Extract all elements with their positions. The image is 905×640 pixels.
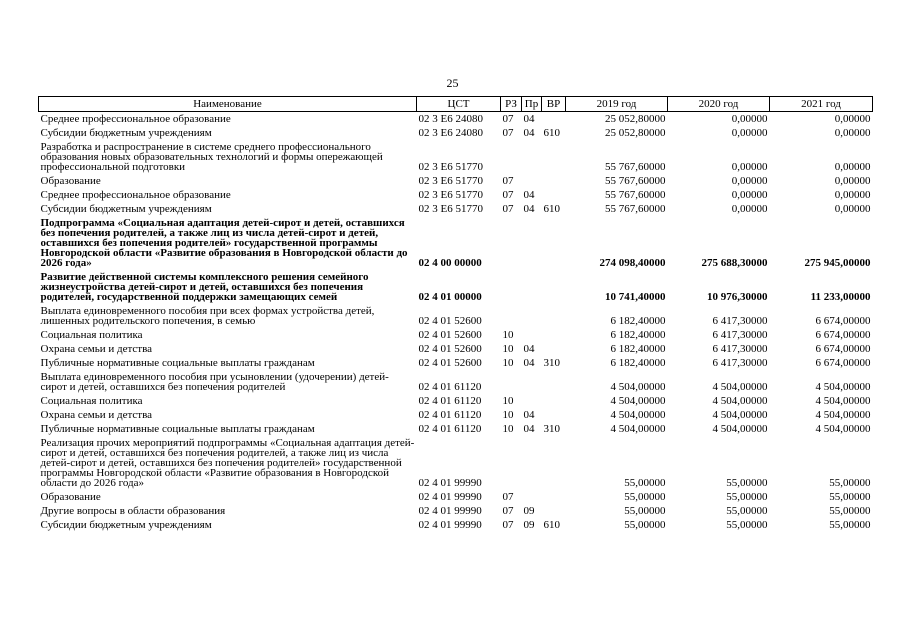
table-row	[39, 126, 873, 140]
cell-2020: 0,00000	[731, 161, 768, 173]
cell-vr	[542, 408, 566, 422]
table-row	[39, 356, 873, 370]
table-row	[39, 422, 873, 436]
cell-name: Субсидии бюджетным учреждениям	[40, 127, 212, 139]
cell-2020: 275 688,30000	[701, 257, 768, 269]
cell-pr	[522, 436, 542, 490]
cell-pr	[522, 394, 542, 408]
table-row	[39, 504, 873, 518]
cell-name: Другие вопросы в области образования	[40, 505, 226, 517]
cell-2019: 4 504,00000	[610, 395, 666, 407]
cell-2019: 4 504,00000	[610, 423, 666, 435]
cell-cst: 02 3 Е6 51770	[418, 189, 483, 201]
page-number: 25	[446, 76, 459, 90]
table-row	[39, 112, 873, 127]
cell-2020: 0,00000	[731, 113, 768, 125]
cell-2019: 274 098,40000	[599, 257, 666, 269]
cell-2021: 6 674,00000	[815, 329, 871, 341]
cell-cst: 02 4 01 00000	[418, 291, 482, 303]
cell-2020: 4 504,00000	[712, 409, 768, 421]
cell-pr: 04	[523, 423, 535, 435]
cell-name: Социальная политика	[40, 395, 143, 407]
table-row	[39, 328, 873, 342]
cell-2019: 4 504,00000	[610, 381, 666, 393]
cell-pr: 04	[523, 113, 535, 125]
header-rz: РЗ	[501, 97, 522, 112]
cell-cst: 02 3 Е6 24080	[418, 127, 483, 139]
table-row	[39, 394, 873, 408]
cell-cst: 02 3 Е6 24080	[418, 113, 483, 125]
cell-2020: 55,00000	[726, 491, 768, 503]
header-2019: 2019 год	[566, 97, 668, 112]
cell-cst: 02 4 01 99990	[418, 519, 482, 531]
cell-vr	[542, 270, 566, 304]
cell-pr	[522, 216, 542, 270]
table-row	[39, 270, 873, 304]
cell-2021: 11 233,00000	[810, 291, 871, 303]
table-row	[39, 202, 873, 216]
cell-rz: 10	[502, 343, 514, 355]
cell-2020: 4 504,00000	[712, 395, 768, 407]
table-row	[39, 140, 873, 174]
cell-2019: 10 741,40000	[605, 291, 666, 303]
cell-name: Образование	[40, 491, 101, 503]
cell-name: Среднее профессиональное образование	[40, 113, 231, 125]
cell-rz	[501, 370, 522, 394]
cell-vr	[542, 436, 566, 490]
cell-name: Среднее профессиональное образование	[40, 189, 231, 201]
cell-2021: 4 504,00000	[815, 423, 871, 435]
cell-pr	[522, 490, 542, 504]
table-row	[39, 490, 873, 504]
cell-cst: 02 4 01 52600	[418, 329, 482, 341]
cell-cst: 02 4 01 99990	[418, 505, 482, 517]
cell-pr	[522, 328, 542, 342]
cell-vr	[542, 394, 566, 408]
cell-name: Публичные нормативные социальные выплаты гражданам	[40, 423, 315, 435]
cell-2020: 0,00000	[731, 127, 768, 139]
cell-cst: 02 4 01 61120	[418, 381, 482, 393]
cell-cst: 02 3 Е6 51770	[418, 161, 483, 173]
cell-name: Субсидии бюджетным учреждениям	[40, 203, 212, 215]
cell-name: Социальная политика	[40, 329, 143, 341]
table-row	[39, 216, 873, 270]
header-cst: ЦСТ	[417, 97, 501, 112]
cell-rz	[501, 304, 522, 328]
cell-vr	[542, 112, 566, 127]
cell-vr	[542, 370, 566, 394]
header-pr: Пр	[522, 97, 542, 112]
cell-2021: 55,00000	[829, 505, 871, 517]
cell-vr: 610	[543, 127, 560, 139]
cell-cst: 02 4 00 00000	[418, 257, 482, 269]
cell-2021: 6 674,00000	[815, 357, 871, 369]
cell-name: Публичные нормативные социальные выплаты гражданам	[40, 357, 315, 369]
cell-name: Разработка и распространение в системе среднего профессионального образования новых образовательных технологий и формы опережающей профессиональной подготовки	[40, 141, 383, 173]
cell-rz: 07	[502, 175, 514, 187]
cell-2021: 0,00000	[834, 127, 871, 139]
cell-2021: 4 504,00000	[815, 409, 871, 421]
cell-pr	[522, 270, 542, 304]
cell-rz: 07	[502, 113, 514, 125]
cell-cst: 02 4 01 99990	[418, 477, 482, 489]
cell-2021: 275 945,00000	[804, 257, 871, 269]
cell-cst: 02 4 01 52600	[418, 343, 482, 355]
cell-2020: 0,00000	[731, 175, 768, 187]
cell-vr	[542, 304, 566, 328]
table-row	[39, 342, 873, 356]
cell-name: Выплата единовременного пособия при усыновлении (удочерении) детей-сирот и детей, оставшихся без попечения родителей	[40, 371, 389, 393]
cell-pr	[522, 370, 542, 394]
cell-2019: 55,00000	[624, 505, 666, 517]
cell-2020: 55,00000	[726, 477, 768, 489]
table-row	[39, 436, 873, 490]
cell-name: Субсидии бюджетным учреждениям	[40, 519, 212, 531]
cell-2020: 55,00000	[726, 519, 768, 531]
table-row	[39, 304, 873, 328]
cell-rz	[501, 436, 522, 490]
header-2020: 2020 год	[668, 97, 770, 112]
cell-2021: 55,00000	[829, 491, 871, 503]
cell-2021: 0,00000	[834, 189, 871, 201]
cell-rz: 10	[502, 329, 514, 341]
table-header-row	[39, 97, 873, 112]
cell-pr: 09	[523, 519, 535, 531]
cell-2019: 25 052,80000	[605, 113, 666, 125]
cell-2020: 0,00000	[731, 203, 768, 215]
cell-pr: 09	[523, 505, 535, 517]
cell-cst: 02 4 01 52600	[418, 357, 482, 369]
cell-rz	[501, 216, 522, 270]
cell-2019: 55,00000	[624, 519, 666, 531]
cell-rz	[501, 140, 522, 174]
table-row	[39, 174, 873, 188]
cell-name: Выплата единовременного пособия при всех формах устройства детей, лишенных родительского попечения, в семью	[40, 305, 375, 327]
cell-2019: 4 504,00000	[610, 409, 666, 421]
cell-vr: 610	[543, 519, 560, 531]
cell-2019: 55 767,60000	[605, 203, 666, 215]
cell-cst: 02 3 Е6 51770	[418, 203, 483, 215]
cell-vr	[542, 174, 566, 188]
cell-vr	[542, 504, 566, 518]
cell-vr	[542, 328, 566, 342]
cell-cst: 02 3 Е6 51770	[418, 175, 483, 187]
cell-pr: 04	[523, 343, 535, 355]
cell-2021: 0,00000	[834, 161, 871, 173]
cell-2019: 55 767,60000	[605, 161, 666, 173]
cell-2019: 25 052,80000	[605, 127, 666, 139]
table-body	[39, 112, 873, 533]
cell-vr	[542, 140, 566, 174]
cell-2021: 4 504,00000	[815, 395, 871, 407]
cell-pr	[522, 304, 542, 328]
cell-2021: 4 504,00000	[815, 381, 871, 393]
cell-2021: 0,00000	[834, 203, 871, 215]
cell-vr	[542, 188, 566, 202]
cell-2021: 0,00000	[834, 113, 871, 125]
cell-2019: 6 182,40000	[610, 343, 666, 355]
cell-2019: 55,00000	[624, 491, 666, 503]
cell-cst: 02 4 01 61120	[418, 395, 482, 407]
cell-name: Развитие действенной системы комплексного решения семейного жизнеустройства детей-сирот и детей, оставшихся без попечения родителей, государственной поддержки замещающих семей	[40, 271, 369, 303]
cell-name: Охрана семьи и детства	[40, 409, 153, 421]
cell-2020: 10 976,30000	[707, 291, 768, 303]
cell-pr: 04	[523, 203, 535, 215]
cell-rz: 10	[502, 395, 514, 407]
cell-vr: 310	[543, 357, 560, 369]
cell-pr	[522, 140, 542, 174]
cell-2021: 55,00000	[829, 519, 871, 531]
cell-pr: 04	[523, 189, 535, 201]
cell-2019: 55,00000	[624, 477, 666, 489]
cell-cst: 02 4 01 99990	[418, 491, 482, 503]
budget-table	[38, 96, 873, 532]
cell-2020: 6 417,30000	[712, 343, 768, 355]
cell-rz: 10	[502, 423, 514, 435]
cell-2020: 6 417,30000	[712, 357, 768, 369]
cell-2020: 6 417,30000	[712, 315, 768, 327]
cell-cst: 02 4 01 61120	[418, 423, 482, 435]
cell-2020: 0,00000	[731, 189, 768, 201]
cell-rz: 07	[502, 127, 514, 139]
cell-pr: 04	[523, 127, 535, 139]
cell-2021: 6 674,00000	[815, 315, 871, 327]
cell-2019: 55 767,60000	[605, 175, 666, 187]
cell-rz: 07	[502, 203, 514, 215]
cell-rz	[501, 270, 522, 304]
cell-cst: 02 4 01 61120	[418, 409, 482, 421]
cell-name: Подпрограмма «Социальная адаптация детей-сирот и детей, оставшихся без попечения родителей, а также лиц из числа детей-сирот и детей, оставшихся без попечения родителей» государственной программы Новгородской области «Развитие образования в Новгородской области до 2026 года»	[40, 217, 408, 269]
cell-2020: 4 504,00000	[712, 423, 768, 435]
table-row	[39, 188, 873, 202]
cell-name: Образование	[40, 175, 101, 187]
cell-2021: 55,00000	[829, 477, 871, 489]
cell-2019: 6 182,40000	[610, 329, 666, 341]
cell-2020: 4 504,00000	[712, 381, 768, 393]
cell-2019: 6 182,40000	[610, 357, 666, 369]
cell-2019: 6 182,40000	[610, 315, 666, 327]
cell-vr	[542, 216, 566, 270]
cell-2021: 6 674,00000	[815, 343, 871, 355]
cell-name: Реализация прочих мероприятий подпрограммы «Социальная адаптация детей-сирот и детей, оставшихся без попечения родителей, а также лиц из числа детей-сирот и детей, оставшихся без попечения родителей» государственной программы Новгородской области «Развитие образования в Новгородской области до 2026 года»	[40, 437, 415, 489]
cell-rz: 10	[502, 409, 514, 421]
cell-vr: 610	[543, 203, 560, 215]
header-vr: ВР	[542, 97, 566, 112]
cell-pr	[522, 174, 542, 188]
cell-name: Охрана семьи и детства	[40, 343, 153, 355]
cell-rz: 07	[502, 189, 514, 201]
table-row	[39, 408, 873, 422]
cell-2020: 6 417,30000	[712, 329, 768, 341]
cell-rz: 10	[502, 357, 514, 369]
table-row	[39, 518, 873, 532]
cell-2019: 55 767,60000	[605, 189, 666, 201]
cell-rz: 07	[502, 491, 514, 503]
cell-rz: 07	[502, 505, 514, 517]
header-name: Наименование	[39, 97, 417, 112]
cell-pr: 04	[523, 357, 535, 369]
header-2021: 2021 год	[770, 97, 873, 112]
table-row	[39, 370, 873, 394]
cell-rz: 07	[502, 519, 514, 531]
cell-2021: 0,00000	[834, 175, 871, 187]
cell-cst: 02 4 01 52600	[418, 315, 482, 327]
cell-vr	[542, 490, 566, 504]
cell-vr	[542, 342, 566, 356]
cell-pr: 04	[523, 409, 535, 421]
cell-vr: 310	[543, 423, 560, 435]
cell-2020: 55,00000	[726, 505, 768, 517]
